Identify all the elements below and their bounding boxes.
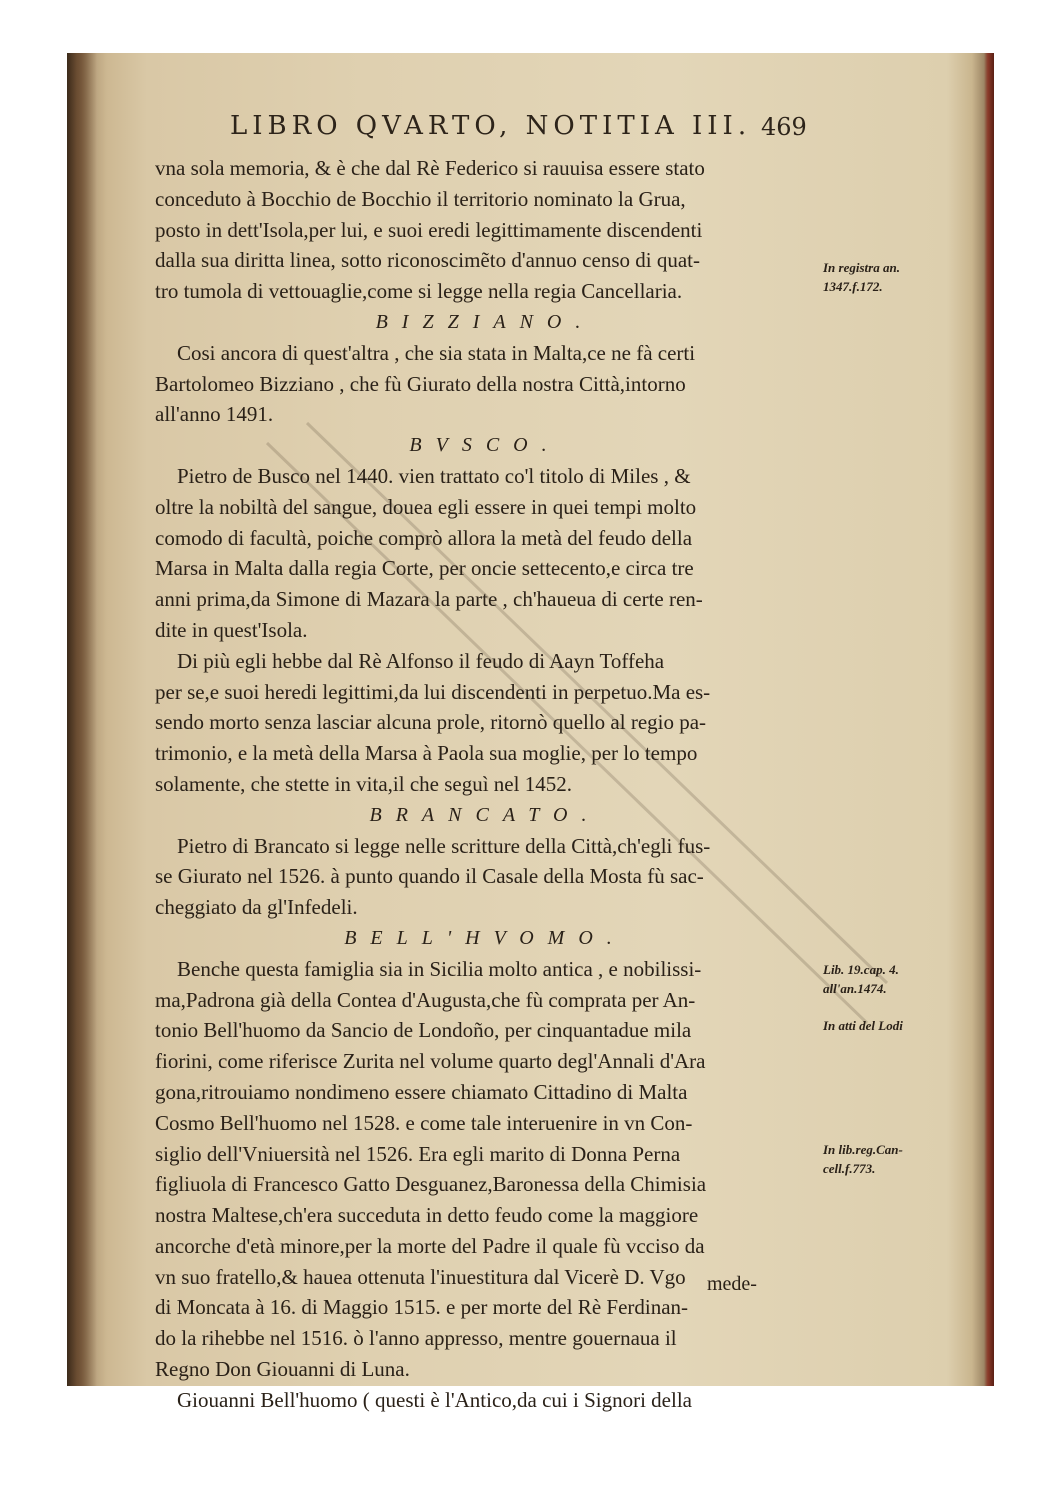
margin-note-text: In lib.reg.Can- cell.f.773. xyxy=(823,1142,903,1176)
text-line: oltre la nobiltà del sangue, douea egli essere in quei tempi molto xyxy=(155,494,697,519)
text-line: Giouanni Bell'huomo ( questi è l'Antico,da cui i Signori della xyxy=(177,1387,692,1412)
text-line: gona,ritrouiamo nondimeno essere chiamato Cittadino di Malta xyxy=(155,1079,688,1104)
text-line: Benche questa famiglia sia in Sicilia molto antica , e nobilissi- xyxy=(177,956,702,981)
margin-note-text: In registra an. 1347.f.172. xyxy=(823,260,900,294)
text-line: cheggiato da gl'Infedeli. xyxy=(155,895,358,920)
text-line: ma,Padrona già della Contea d'Augusta,che fù comprata per An- xyxy=(155,987,696,1012)
catchword: mede- xyxy=(707,1273,757,1295)
text-line: nostra Maltese,ch'era succeduta in detto feudo come la maggiore xyxy=(155,1203,699,1228)
section-heading: BIZZIANO. xyxy=(375,310,595,333)
text-line: trimonio, e la metà della Marsa à Paola sua moglie, per lo tempo xyxy=(155,741,698,766)
margin-note-text: In atti del Lodi xyxy=(823,1018,903,1033)
text-line: Marsa in Malta dalla regia Corte, per oncie settecento,e circa tre xyxy=(155,556,694,581)
text-line: fiorini, come riferisce Zurita nel volume quarto degl'Annali d'Ara xyxy=(155,1049,706,1074)
text-line: comodo di facultà, poiche comprò allora la metà del feudo della xyxy=(155,525,693,550)
text-line: per se,e suoi heredi legittimi,da lui discendenti in perpetuo.Ma es- xyxy=(155,679,711,704)
page-number: 469 xyxy=(761,113,807,141)
text-line: vn suo fratello,& hauea ottenuta l'inuestitura dal Vicerè D. Vgo xyxy=(155,1264,686,1289)
text-line: conceduto à Bocchio de Bocchio il territorio nominato la Grua, xyxy=(155,186,686,211)
text-line: Cosi ancora di quest'altra , che sia stata in Malta,ce ne fà certi xyxy=(177,340,696,365)
text-line: siglio dell'Vniuersità nel 1526. Era egli marito di Donna Perna xyxy=(155,1141,681,1166)
text-line: Cosmo Bell'huomo nel 1528. e come tale interuenire in vn Con- xyxy=(155,1110,693,1135)
text-line: solamente, che stette in vita,il che seguì nel 1452. xyxy=(155,771,572,796)
text-line: ancorche d'età minore,per la morte del Padre il quale fù vcciso da xyxy=(155,1233,705,1258)
text-line: posto in dett'Isola,per lui, e suoi eredi legittimamente discendenti xyxy=(155,217,703,242)
margin-note-lib xyxy=(823,960,933,998)
text-line: tonio Bell'huomo da Sancio de Londoño, per cinquantadue mila xyxy=(155,1018,692,1043)
text-line: dite in quest'Isola. xyxy=(155,617,308,642)
text-line: sendo morto senza lasciar alcuna prole, ritornò quello al regio pa- xyxy=(155,710,707,735)
section-heading: BELL'HVOMO. xyxy=(344,926,626,949)
margin-note-registro xyxy=(823,258,933,296)
text-line: Regno Don Giouanni di Luna. xyxy=(155,1357,410,1382)
text-line: vna sola memoria, & è che dal Rè Federico si rauuisa essere stato xyxy=(155,156,705,180)
text-line: tro tumola di vettouaglie,come si legge nella regia Cancellaria. xyxy=(155,279,683,304)
page-text xyxy=(67,53,994,1412)
text-line: anni prima,da Simone di Mazara la parte , ch'haueua di certe ren- xyxy=(155,587,703,612)
text-line: do la rihebbe nel 1516. ò l'anno appresso, mentre gouernaua il xyxy=(155,1326,677,1351)
body-text xyxy=(155,153,815,1416)
text-line: se Giurato nel 1526. à punto quando il Casale della Mosta fù sac- xyxy=(155,864,704,889)
text-line: Pietro de Busco nel 1440. vien trattato co'l titolo di Miles , & xyxy=(177,463,691,488)
margin-note-text: Lib. 19.cap. 4. all'an.1474. xyxy=(823,962,899,996)
text-line: di Moncata à 16. di Maggio 1515. e per morte del Rè Ferdinan- xyxy=(155,1295,689,1320)
text-line: Bartolomeo Bizziano , che fù Giurato della nostra Città,intorno xyxy=(155,371,686,396)
margin-note-cancell xyxy=(823,1140,933,1178)
text-line: Pietro di Brancato si legge nelle scritture della Città,ch'egli fus- xyxy=(177,833,711,858)
text-line: dalla sua diritta linea, sotto riconoscimẽto d'annuo censo di quat- xyxy=(155,248,700,273)
text-line: figliuola di Francesco Gatto Desguanez,Baronessa della Chimisia xyxy=(155,1172,707,1197)
margin-note-atti xyxy=(823,1016,933,1035)
section-heading: BVSCO. xyxy=(409,434,561,457)
section-heading: BRANCATO. xyxy=(369,803,601,826)
text-line: all'anno 1491. xyxy=(155,402,274,427)
running-head: LIBRO QVARTO, NOTITIA III. xyxy=(230,111,752,141)
book-page-scan xyxy=(67,53,994,1412)
text-line: Di più egli hebbe dal Rè Alfonso il feudo di Aayn Toffeha xyxy=(177,648,665,673)
